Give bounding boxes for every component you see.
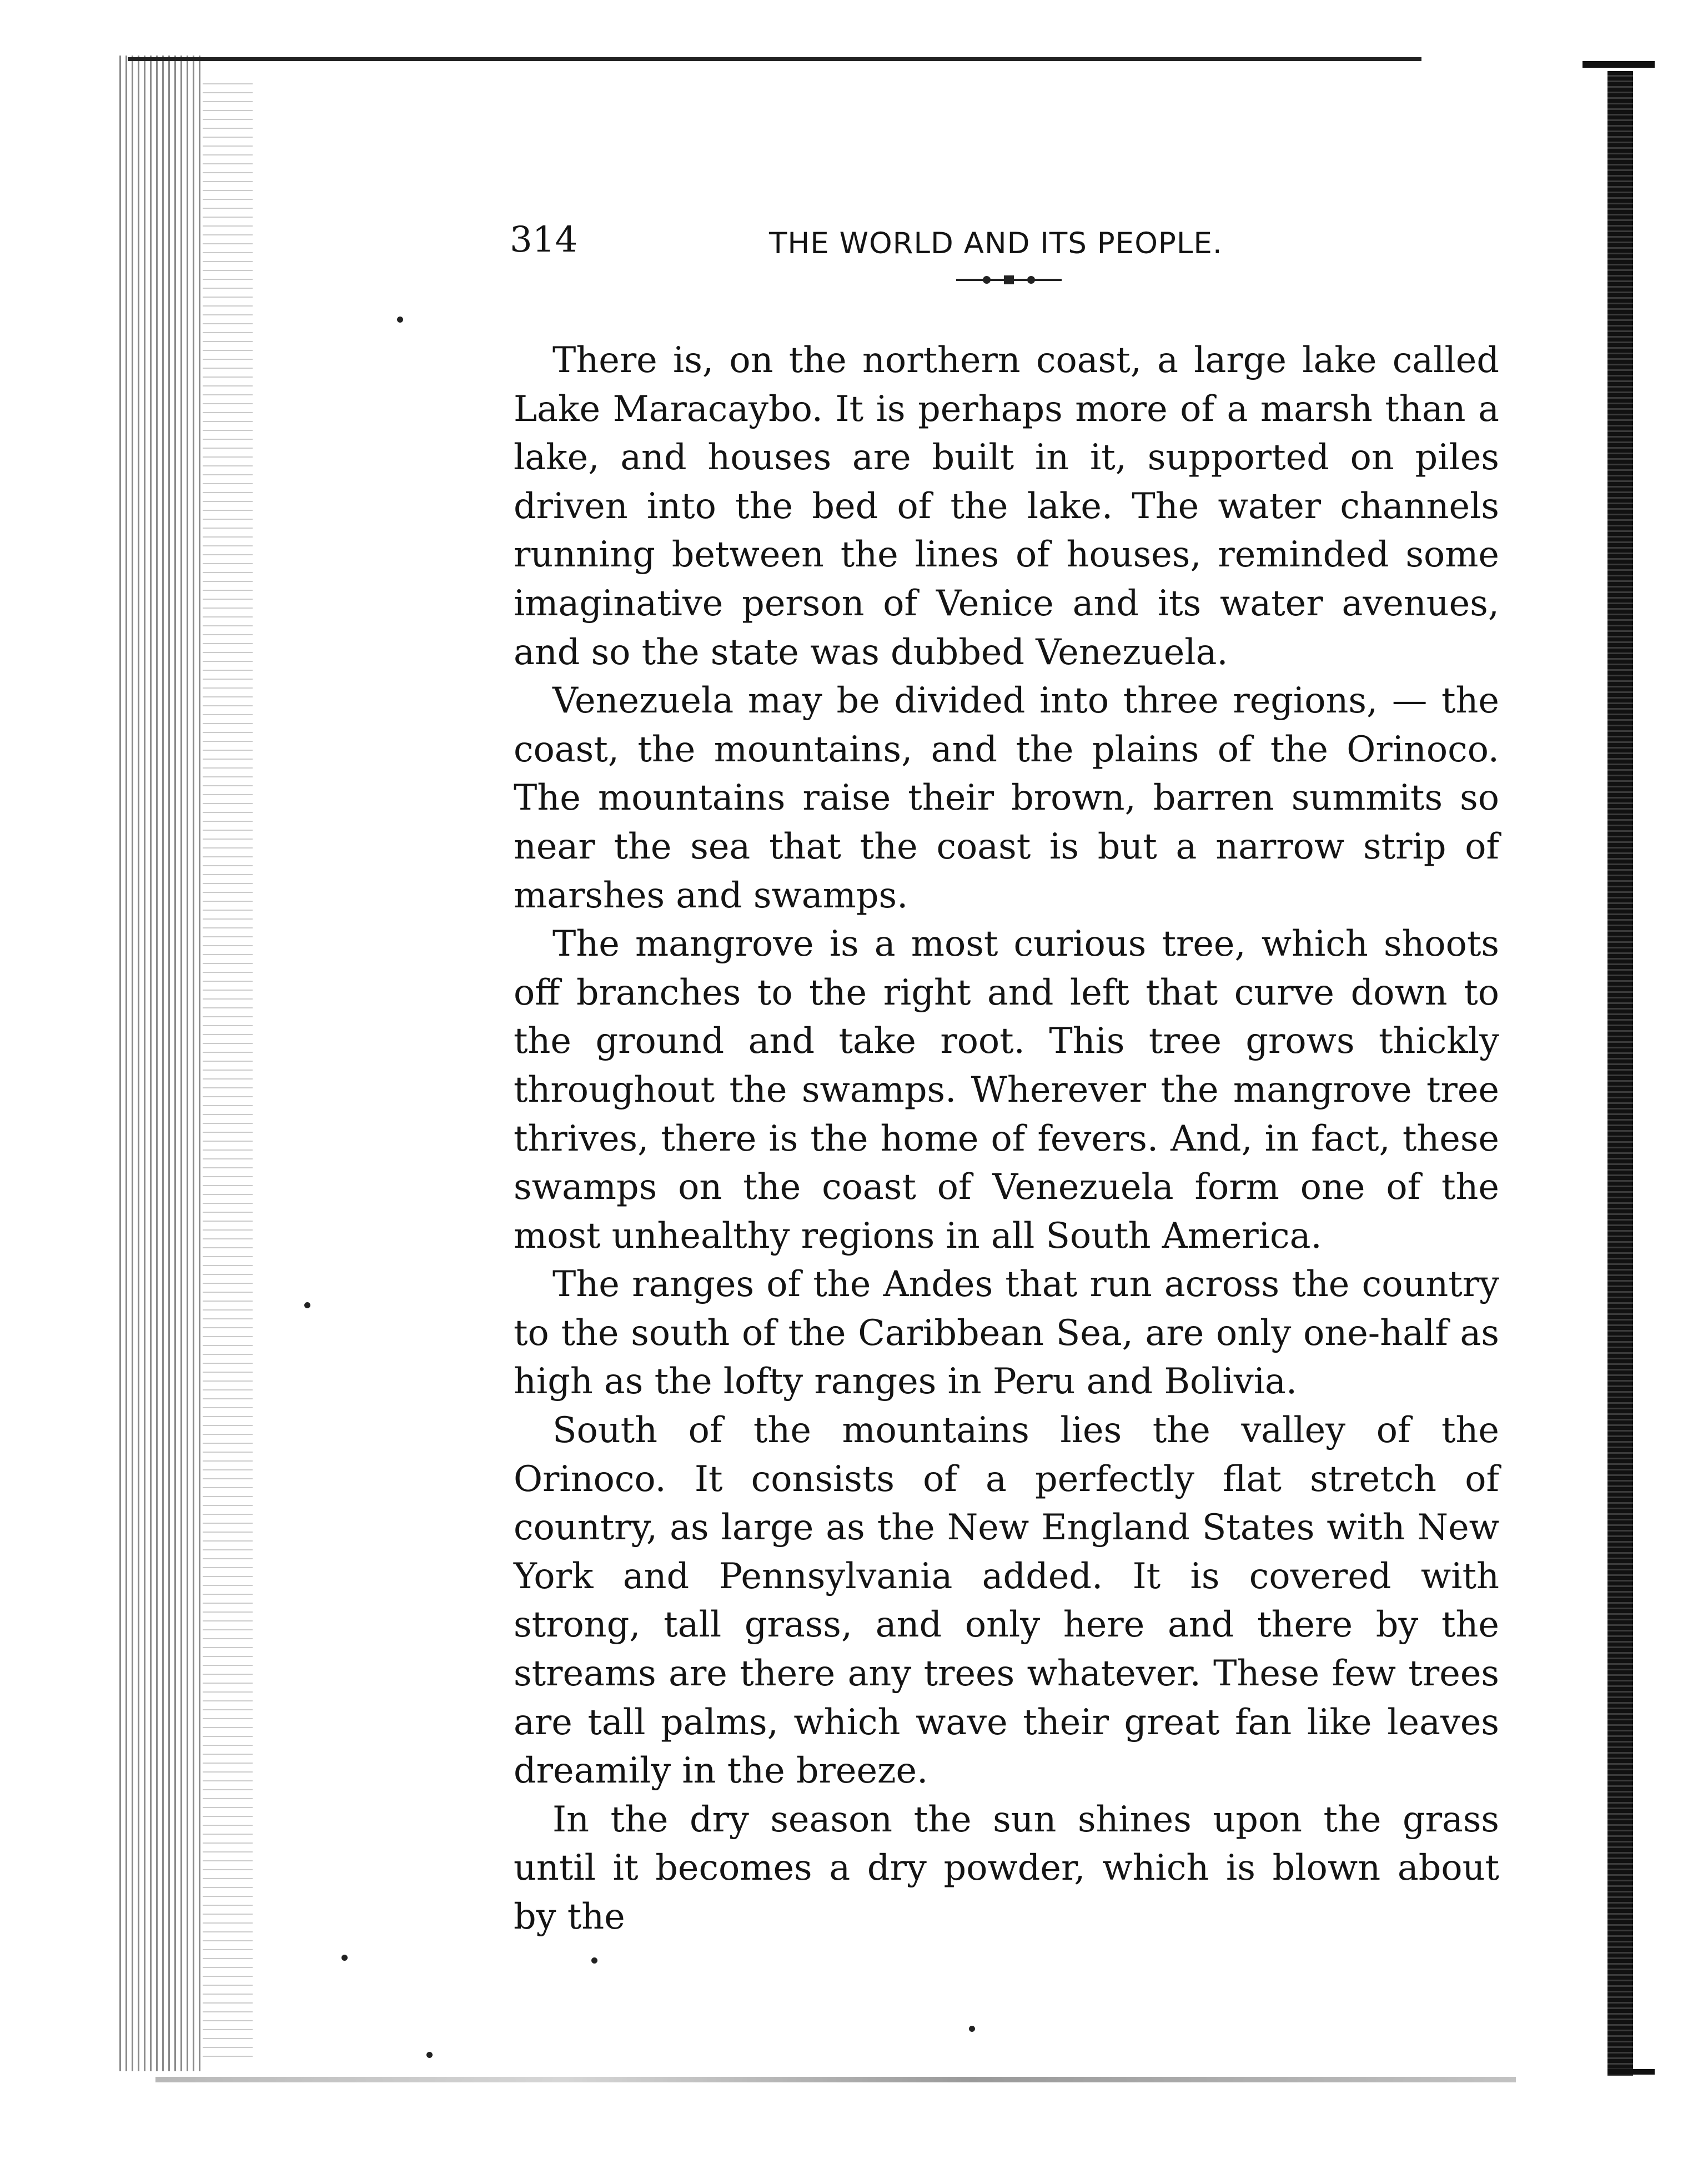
page-bottom-rule bbox=[155, 2077, 1516, 2082]
scan-speck bbox=[341, 1955, 348, 1961]
page-top-rule bbox=[128, 57, 1421, 61]
paragraph: The mangrove is a most curious tree, which shoots off branches to the right and left that curve down to the ground and take root. This tree grows thickly throughout the swamps. Wherever the mangrove tree thrives, there is the home of fevers. And, in fact, these swamps on the coast of Venezuela form one of the most unhealthy regions in all South America. bbox=[514, 923, 1499, 1256]
running-head: THE WORLD AND ITS PEOPLE. bbox=[769, 227, 1223, 260]
paragraph: The ranges of the Andes that run across the country to the south of the Caribbean Sea, are only one-half as high as the lofty ranges in Peru and Bolivia. bbox=[514, 1263, 1499, 1402]
scan-speck bbox=[304, 1302, 310, 1308]
scan-speck bbox=[969, 2026, 975, 2032]
paragraph: There is, on the northern coast, a large lake called Lake Maracaybo. It is perhaps more of a marsh than a lake, and houses are built in it, supported on piles driven into the bed of the lake. The water channels running between the lines of houses, reminded some imaginative person of Venice and its water avenues, and so the state was dubbed Venezuela. bbox=[514, 339, 1499, 672]
scan-speck bbox=[397, 317, 403, 323]
scan-right-edge bbox=[1607, 71, 1633, 2076]
ornament-rule bbox=[956, 273, 1062, 287]
paragraph: In the dry season the sun shines upon the grass until it becomes a dry powder, which is blown about by the bbox=[514, 1798, 1499, 1937]
scan-speck bbox=[426, 2052, 433, 2058]
right-bar-cap-top bbox=[1582, 61, 1655, 68]
scan-binding-edge bbox=[119, 56, 203, 2071]
scan-binding-shadow bbox=[203, 83, 253, 2060]
body-text bbox=[514, 336, 1499, 1941]
right-bar-cap-bottom bbox=[1607, 2069, 1655, 2075]
paragraph: South of the mountains lies the valley of the Orinoco. It consists of a perfectly flat stretch of country, as large as the New England States with New York and Pennsylvania added. It is covered with strong, tall grass, and only here and there by the streams are there any trees whatever. These few trees are tall palms, which wave their great fan like leaves dreamily in the breeze. bbox=[514, 1409, 1499, 1791]
paragraph: Venezuela may be divided into three regions, — the coast, the mountains, and the plains of the Orinoco. The mountains raise their brown, barren summits so near the sea that the coast is but a narrow strip of marshes and swamps. bbox=[514, 680, 1499, 916]
page-number: 314 bbox=[510, 219, 578, 260]
scan-speck bbox=[591, 1957, 597, 1964]
